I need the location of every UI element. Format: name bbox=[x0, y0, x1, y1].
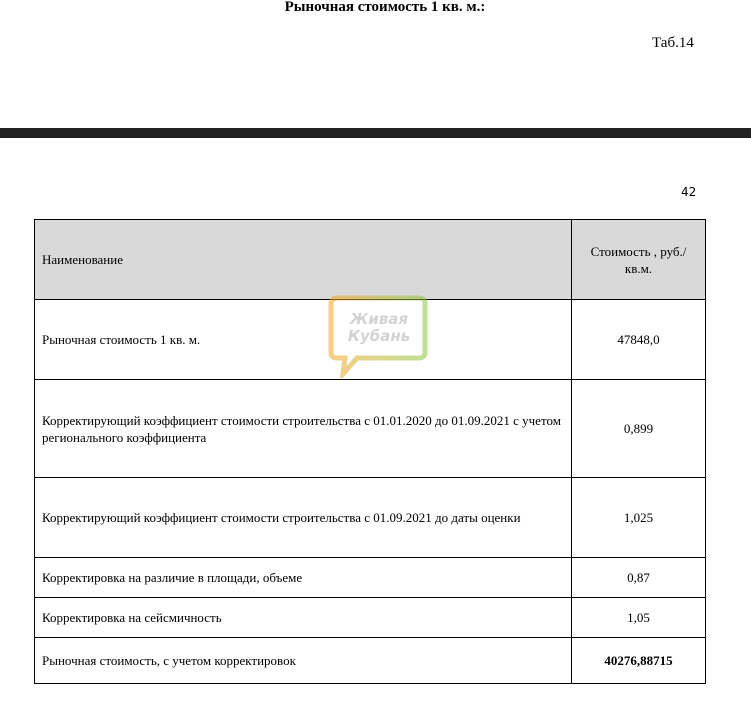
page-divider bbox=[0, 128, 751, 138]
row-value-cell: 1,05 bbox=[572, 598, 706, 638]
table-row bbox=[35, 598, 706, 638]
row-value-cell: 0,899 bbox=[572, 380, 706, 478]
table-header-row bbox=[35, 220, 706, 300]
watermark-line-1: Живая bbox=[349, 310, 409, 328]
row-name-cell: Корректирующий коэффициент стоимости строительства с 01.01.2020 до 01.09.2021 с учетом регионального коэффициента bbox=[35, 380, 572, 478]
header-value-cell: Стоимость , руб./кв.м. bbox=[572, 220, 706, 300]
table-reference: Таб.14 bbox=[652, 35, 694, 51]
row-name-cell: Корректирующий коэффициент стоимости строительства с 01.09.2021 до даты оценки bbox=[35, 478, 572, 558]
row-name-cell: Корректировка на различие в площади, объеме bbox=[35, 558, 572, 598]
table-row bbox=[35, 558, 706, 598]
row-value-cell: 0,87 bbox=[572, 558, 706, 598]
row-name-cell: Рыночная стоимость 1 кв. м. bbox=[35, 300, 572, 380]
valuation-table bbox=[34, 219, 706, 684]
table-row bbox=[35, 478, 706, 558]
table-row bbox=[35, 380, 706, 478]
total-value-cell: 40276,88715 bbox=[572, 638, 706, 684]
watermark-line-2: Кубань bbox=[347, 327, 411, 345]
table-row bbox=[35, 300, 706, 380]
page-title: Рыночная стоимость 1 кв. м.: bbox=[284, 0, 486, 15]
total-name-cell: Рыночная стоимость, с учетом корректировок bbox=[35, 638, 572, 684]
row-value-cell: 47848,0 bbox=[572, 300, 706, 380]
page-number: 42 bbox=[681, 185, 697, 199]
row-name-cell: Корректировка на сейсмичность bbox=[35, 598, 572, 638]
header-name-cell: Наименование bbox=[35, 220, 572, 300]
row-value-cell: 1,025 bbox=[572, 478, 706, 558]
table-total-row bbox=[35, 638, 706, 684]
